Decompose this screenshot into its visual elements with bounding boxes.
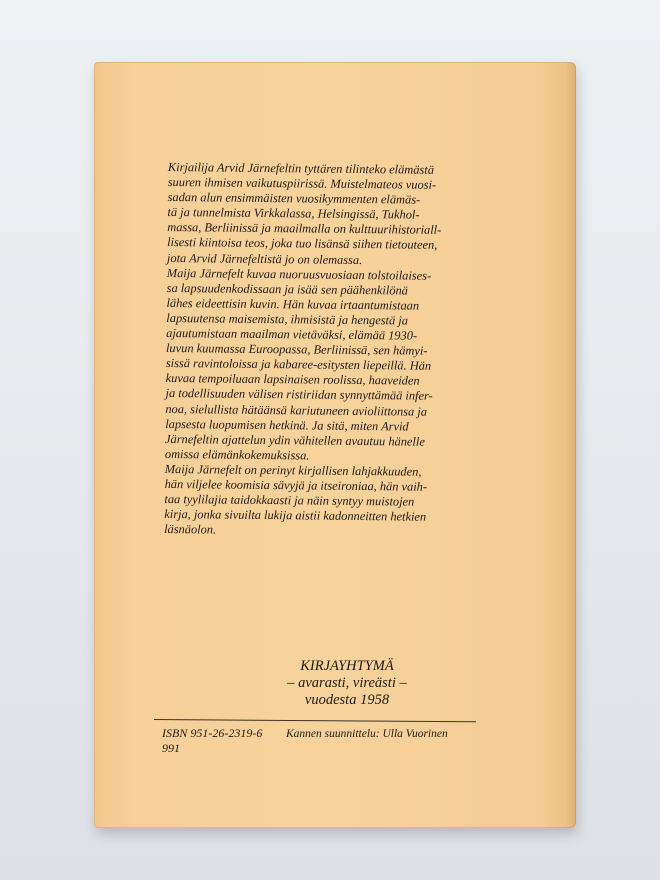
publisher-motto: – avarasti, vireästi – [287, 675, 407, 691]
blurb-line: massa, Berliinissä ja maailmalla on kulttuurihistoriall- [167, 220, 442, 238]
blurb-line: Maija Järnefelt on perinyt kirjallisen lahjakkuuden, [164, 461, 422, 479]
blurb-line: suuren ihmisen vaikutuspiirissä. Muistelmateos vuosi- [167, 175, 437, 192]
publisher-since: vuodesta 1958 [304, 692, 390, 708]
blurb-line: jota Arvid Järnefeltistä jo on olemassa. [166, 250, 363, 267]
blurb-line: kirja, jonka sivuilta lukija aistii kadonneitten hetkien [164, 507, 427, 524]
blurb-line: kuvaa tempoiluaan lapsinaisen roolissa, haaveiden [165, 371, 420, 388]
blurb-line: Järnefeltin ajattelun ydin vähitellen avautuu hänelle [165, 431, 425, 449]
blurb-line: ajautumistaan maailman vietäväksi, elämää 1930- [166, 326, 418, 343]
isbn-block [162, 726, 262, 756]
blurb-line: sa lapsuudenkodissaan ja isää sen päähenkilönä [166, 280, 408, 298]
isbn-number: ISBN 951-26-2319-6 [162, 726, 263, 740]
blurb-line: hän viljelee koomisia sävyjä ja itseironiaa, hän vaih- [164, 476, 428, 494]
blurb-line: noa, sielullista hätäänsä kariutuneen avioliittonsa ja [165, 401, 428, 419]
blurb-line: sadan alun ensimmäisten vuosikymmenten elämäs- [167, 190, 421, 207]
cover-designer-credit: Kannen suunnittelu: Ulla Vuorinen [286, 728, 448, 740]
blurb-line: luvun kuumassa Euroopassa, Berliinissä, sen hämyi- [165, 341, 428, 358]
publisher-name: KIRJAYHTYMÄ [300, 658, 394, 674]
blurb-line: lisesti kiintoisa teos, joka tuo lisänsä siihen tietouteen, [167, 235, 438, 253]
blurb-line: Kirjailija Arvid Järnefeltin tyttären tilinteko elämästä [167, 160, 435, 177]
blurb-line: lapsesta luopumisen hetkinä. Ja sitä, miten Arvid [165, 416, 409, 434]
blurb-line: sissä ravintoloissa ja kabaree-esitysten liepeillä. Hän [165, 356, 432, 373]
blurb-line: läsnäolon. [164, 522, 217, 537]
back-cover-blurb [164, 160, 480, 541]
blurb-line: lapsuutensa maisemista, ihmisistä ja hengestä ja [166, 310, 409, 328]
blurb-line: omissa elämänkokemuksissa. [164, 446, 310, 463]
blurb-line: taa tyylilajia taidokkaasti ja näin syntyy muistojen [164, 492, 415, 509]
product-code: 991 [162, 741, 180, 755]
blurb-line: Maija Järnefelt kuvaa nuoruusvuosiaan tolstoilaises- [166, 265, 432, 283]
publisher-block [262, 658, 432, 709]
blurb-line: ja todellisuuden välisen ristiriidan synnyttämää infer- [165, 386, 433, 404]
blurb-line: tä ja tunnelmista Virkkalassa, Helsingissä, Tukhol- [167, 205, 420, 222]
blurb-line: lähes eideettisin kuvin. Hän kuvaa irtaantumistaan [166, 295, 420, 313]
